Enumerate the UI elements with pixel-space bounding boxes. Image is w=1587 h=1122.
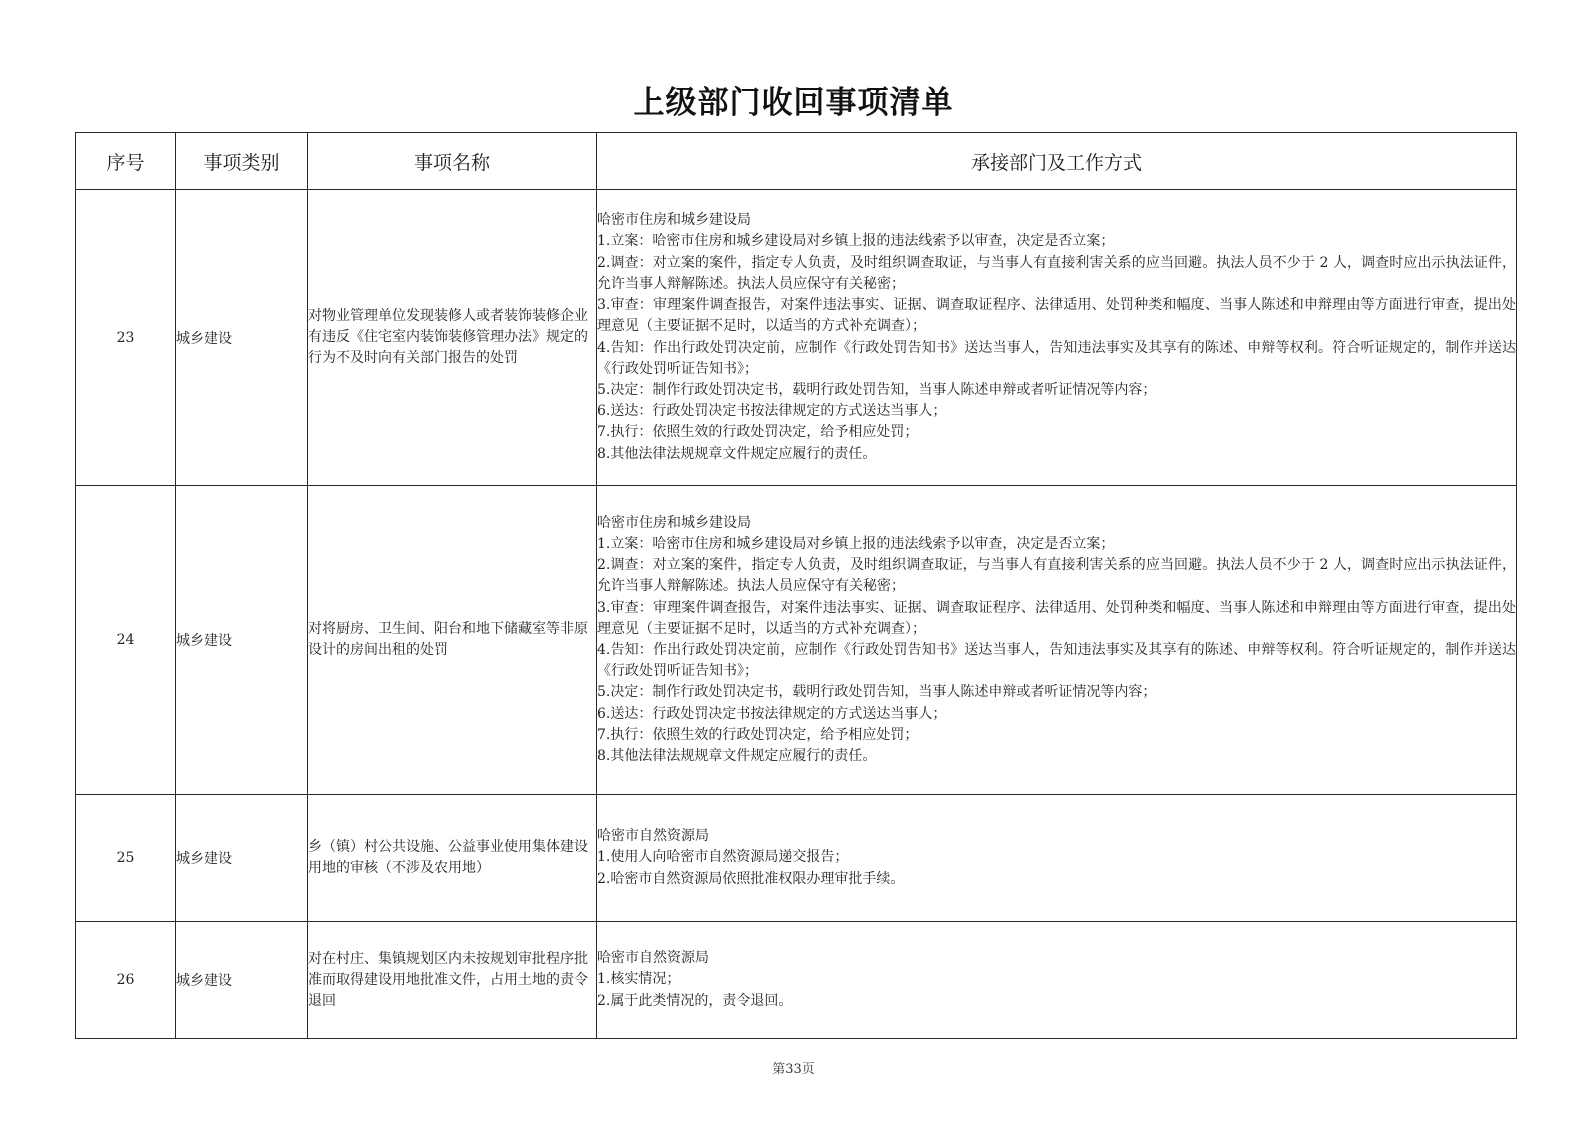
dept-name: 哈密市住房和城乡建设局 — [597, 212, 751, 229]
row-dept-method — [597, 486, 1517, 795]
dept-step: 8.其他法律法规规章文件规定应履行的责任。 — [597, 748, 877, 765]
row-item-name: 对物业管理单位发现装修人或者装饰装修企业有违反《住宅室内装饰装修管理办法》规定的行为不及时向有关部门报告的处罚 — [308, 190, 597, 486]
dept-step: 8.其他法律法规规章文件规定应履行的责任。 — [597, 445, 877, 462]
items-table — [75, 132, 1517, 1039]
dept-step: 6.送达：行政处罚决定书按法律规定的方式送达当事人； — [597, 705, 947, 722]
row-category: 城乡建设 — [176, 486, 308, 795]
table-row — [76, 795, 1517, 922]
dept-step: 5.决定：制作行政处罚决定书，载明行政处罚告知，当事人陈述申辩或者听证情况等内容； — [597, 381, 1157, 398]
dept-step: 7.执行：依照生效的行政处罚决定，给予相应处罚； — [597, 424, 919, 441]
dept-step: 2.哈密市自然资源局依照批准权限办理审批手续。 — [597, 870, 905, 887]
row-item-name: 对将厨房、卫生间、阳台和地下储藏室等非原设计的房间出租的处罚 — [308, 486, 597, 795]
dept-step: 4.告知：作出行政处罚决定前，应制作《行政处罚告知书》送达当事人，告知违法事实及其享有的陈述、申辩等权利。符合听证规定的，制作并送达《行政处罚听证告知书》； — [597, 642, 1516, 680]
dept-step: 1.使用人向哈密市自然资源局递交报告； — [597, 849, 849, 866]
header-no: 序号 — [76, 133, 176, 190]
row-number: 23 — [76, 190, 176, 486]
dept-step: 2.属于此类情况的，责令退回。 — [597, 992, 793, 1009]
dept-step: 3.审查：审理案件调查报告，对案件违法事实、证据、调查取证程序、法律适用、处罚种类和幅度、当事人陈述和申辩理由等方面进行审查，提出处理意见（主要证据不足时，以适当的方式补充调查）； — [597, 297, 1516, 335]
row-category: 城乡建设 — [176, 922, 308, 1039]
table-row — [76, 922, 1517, 1039]
row-category: 城乡建设 — [176, 190, 308, 486]
page-title: 上级部门收回事项清单 — [633, 85, 954, 121]
table-header-row — [76, 133, 1517, 190]
page-number: 第33页 — [772, 1062, 815, 1077]
dept-step: 2.调查：对立案的案件，指定专人负责，及时组织调查取证，与当事人有直接利害关系的应当回避。执法人员不少于 2 人，调查时应出示执法证件，允许当事人辩解陈述。执法人员应保守有关秘密； — [597, 557, 1516, 595]
dept-step: 4.告知：作出行政处罚决定前，应制作《行政处罚告知书》送达当事人，告知违法事实及其享有的陈述、申辩等权利。符合听证规定的，制作并送达《行政处罚听证告知书》； — [597, 339, 1516, 377]
dept-step: 3.审查：审理案件调查报告，对案件违法事实、证据、调查取证程序、法律适用、处罚种类和幅度、当事人陈述和申辩理由等方面进行审查，提出处理意见（主要证据不足时，以适当的方式补充调查）； — [597, 599, 1516, 637]
header-category: 事项类别 — [176, 133, 308, 190]
row-number: 26 — [76, 922, 176, 1039]
dept-name: 哈密市住房和城乡建设局 — [597, 514, 751, 531]
header-name: 事项名称 — [308, 133, 597, 190]
table-row — [76, 486, 1517, 795]
row-category: 城乡建设 — [176, 795, 308, 922]
row-dept-method — [597, 922, 1517, 1039]
dept-step: 2.调查：对立案的案件，指定专人负责，及时组织调查取证，与当事人有直接利害关系的应当回避。执法人员不少于 2 人，调查时应出示执法证件，允许当事人辩解陈述。执法人员应保守有关秘密； — [597, 254, 1516, 292]
dept-step: 1.立案：哈密市住房和城乡建设局对乡镇上报的违法线索予以审查，决定是否立案； — [597, 535, 1115, 552]
row-dept-method — [597, 190, 1517, 486]
row-item-name: 对在村庄、集镇规划区内未按规划审批程序批准而取得建设用地批准文件，占用土地的责令退回 — [308, 922, 597, 1039]
dept-step: 6.送达：行政处罚决定书按法律规定的方式送达当事人； — [597, 403, 947, 420]
dept-name: 哈密市自然资源局 — [597, 950, 709, 967]
dept-step: 7.执行：依照生效的行政处罚决定，给予相应处罚； — [597, 726, 919, 743]
dept-step: 5.决定：制作行政处罚决定书，载明行政处罚告知，当事人陈述申辩或者听证情况等内容； — [597, 684, 1157, 701]
dept-name: 哈密市自然资源局 — [597, 828, 709, 845]
row-number: 24 — [76, 486, 176, 795]
row-dept-method — [597, 795, 1517, 922]
row-number: 25 — [76, 795, 176, 922]
header-dept: 承接部门及工作方式 — [597, 133, 1517, 190]
dept-step: 1.立案：哈密市住房和城乡建设局对乡镇上报的违法线索予以审查，决定是否立案； — [597, 233, 1115, 250]
row-item-name: 乡（镇）村公共设施、公益事业使用集体建设用地的审核（不涉及农用地） — [308, 795, 597, 922]
dept-step: 1.核实情况； — [597, 971, 681, 988]
table-row — [76, 190, 1517, 486]
